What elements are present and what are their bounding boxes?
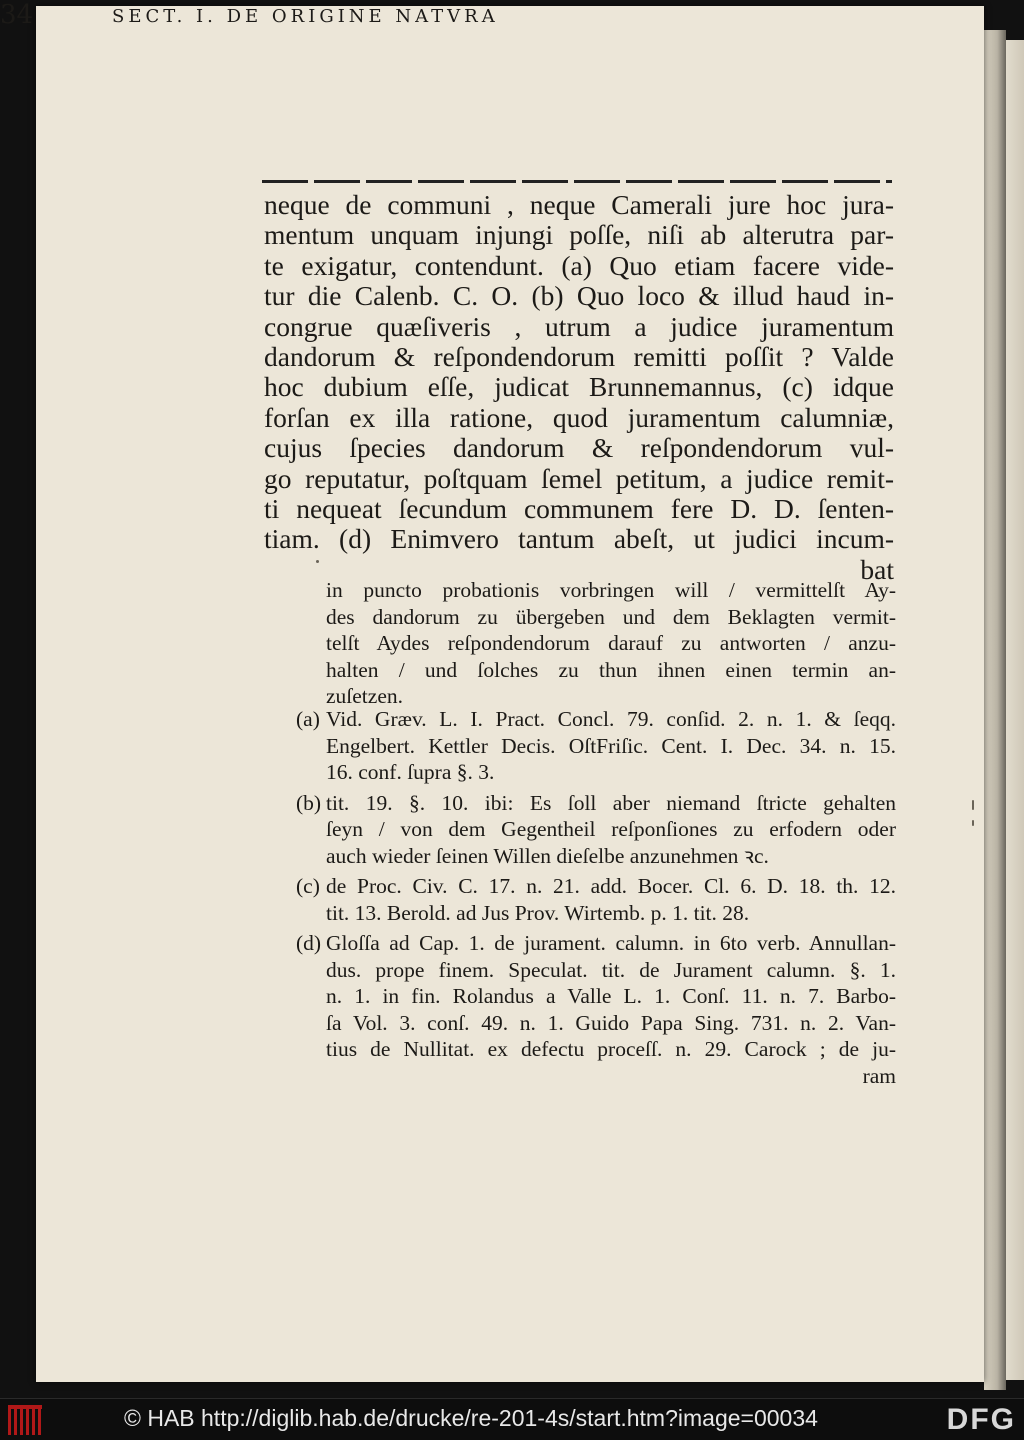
viewer-footer — [0, 1398, 1024, 1440]
footnote-line — [296, 873, 896, 900]
main-text-line: cujus ſpecies dandorum & reſpondendorum vul- — [264, 432, 894, 464]
book-fold-edge — [984, 30, 1006, 1390]
main-text-line: go reputatur, poſtquam ſemel petitum, a judice remit- — [264, 462, 894, 494]
note-continuation-line: in puncto probationis vorbringen will / vermittelſt Ay- — [326, 578, 896, 602]
footnote-text: Gloſſa ad Cap. 1. de jurament. calumn. in 6to verb. Annullan- — [326, 931, 896, 955]
hab-logo-icon[interactable] — [8, 1405, 42, 1435]
footnote-mark: (b) — [296, 790, 322, 815]
footer-credit[interactable]: © HAB http://diglib.hab.de/drucke/re-201-4s/start.htm?image=00034 — [124, 1405, 818, 1431]
main-text-line: hoc dubium eſſe, judicat Brunnemannus, (c) idque — [264, 371, 894, 403]
note-continuation-line: des dandorum zu übergeben und dem Beklagten vermit- — [326, 604, 896, 629]
main-text-line: dandorum & reſpondendorum remitti poſſit ? Valde — [264, 340, 894, 372]
dust-speck — [972, 820, 974, 826]
note-continuation-line: telſt Aydes reſpondendorum darauf zu antworten / anzu- — [326, 631, 896, 655]
footnote-line: n. 1. in fin. Rolandus a Valle L. 1. Conſ. 11. n. 7. Barbo- — [326, 984, 896, 1008]
footnote — [296, 873, 896, 926]
footnote-mark: (d) — [296, 931, 322, 955]
footnote-line — [296, 706, 896, 733]
footnotes — [296, 706, 896, 1093]
footnote-line: Engelbert. Kettler Decis. OſtFriſic. Cent. I. Dec. 34. n. 15. — [326, 733, 896, 758]
footnote-text: Vid. Græv. L. I. Pract. Concl. 79. conſid. 2. n. 1. & ſeqq. — [326, 707, 896, 731]
footnote-line: ſeyn / von dem Gegentheil reſponſiones zu erfodern oder — [326, 817, 896, 841]
footnote-text: de Proc. Civ. C. 17. n. 21. add. Bocer. Cl. 6. D. 18. th. 12. — [326, 874, 896, 898]
footnote-line: tius de Nullitat. ex defectu proceſſ. n. 29. Carock ; de ju- — [326, 1037, 896, 1061]
footnote-mark: (c) — [296, 874, 320, 898]
footnote-line: 16. conf. ſupra §. 3. — [326, 760, 495, 784]
main-text-block — [264, 190, 894, 585]
footnote — [296, 706, 896, 786]
footnote-line — [296, 930, 896, 957]
footnote-line: ſa Vol. 3. conſ. 49. n. 1. Guido Papa Sing. 731. n. 2. Van- — [326, 1010, 896, 1035]
note-continuation-line: halten / und ſolches zu thun ihnen einen termin an- — [326, 657, 896, 682]
note-continuation — [326, 577, 896, 710]
main-text-line: ti nequeat ſecundum communem fere D. D. ſenten- — [264, 492, 894, 524]
main-text-line: tiam. (d) Enimvero tantum abeſt, ut judici incum- — [264, 523, 894, 555]
footnote-line: dus. prope finem. Speculat. tit. de Jurament calumn. §. 1. — [326, 957, 896, 982]
main-text-line: congrue quæſiveris , utrum a judice juramentum — [264, 310, 894, 342]
note-continuation-line: zuſetzen. — [326, 684, 403, 708]
main-text-line: neque de communi , neque Camerali jure hoc jura- — [264, 189, 894, 220]
footnote — [296, 930, 896, 1089]
footnote-line: tit. 13. Berold. ad Jus Prov. Wirtemb. p. 1. tit. 28. — [326, 900, 750, 925]
main-text-line: tur die Calenb. C. O. (b) Quo loco & illud haud in- — [264, 280, 894, 312]
running-head-title: SECT. I. DE ORIGINE NATVRA — [112, 6, 499, 27]
footnote-line — [296, 790, 896, 817]
main-text-line: bat — [860, 553, 894, 585]
main-text-line: forſan ex illa ratione, quod juramentum calumniæ, — [264, 401, 894, 433]
next-page-edge — [1006, 40, 1024, 1380]
main-text-line: te exigatur, contendunt. (a) Quo etiam facere vide- — [264, 249, 894, 281]
footnote — [296, 790, 896, 870]
dfg-logo[interactable]: DFG — [946, 1403, 1016, 1436]
head-rule — [262, 180, 892, 183]
dust-speck — [316, 560, 319, 563]
dust-speck — [972, 800, 974, 810]
footnote-mark: (a) — [296, 707, 320, 731]
footnote-text: tit. 19. §. 10. ibi: Es ſoll aber niemand ſtricte gehalten — [326, 790, 896, 815]
main-text-line: mentum unquam injungi poſſe, niſi ab alterutra par- — [264, 219, 894, 251]
page-number: 34 — [0, 0, 34, 30]
footnote-line: ram — [862, 1063, 896, 1088]
footnote-line: auch wieder ſeinen Willen dieſelbe anzunehmen ꝛc. — [326, 843, 769, 868]
